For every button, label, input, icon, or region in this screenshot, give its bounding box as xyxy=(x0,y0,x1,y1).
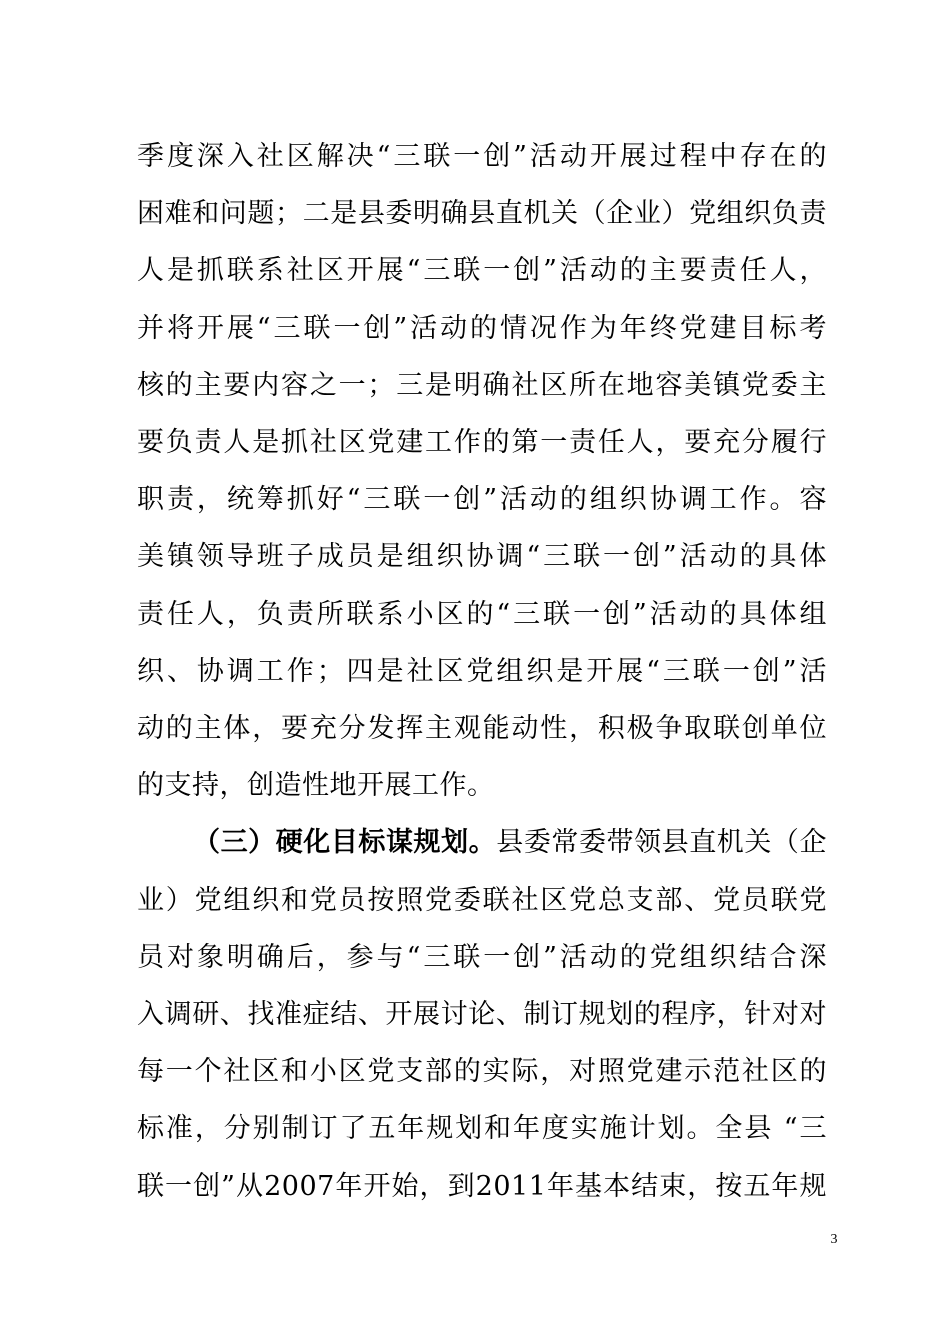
text-line: 困难和问题；二是县委明确县直机关（企业）党组织负责 xyxy=(137,198,827,230)
text-line: 责任人，负责所联系小区的“三联一创”活动的具体组 xyxy=(137,598,827,630)
text-line: 职责，统筹抓好“三联一创”活动的组织协调工作。容 xyxy=(137,484,827,516)
text-line: 业）党组织和党员按照党委联社区党总支部、党员联党 xyxy=(137,884,827,916)
page-number: 3 xyxy=(830,1232,838,1247)
text-line: 核的主要内容之一；三是明确社区所在地容美镇党委主 xyxy=(137,369,827,401)
text-line: 入调研、找准症结、开展讨论、制订规划的程序，针对对 xyxy=(137,999,827,1031)
heading-line-text: 县委常委带领县直机关（企 xyxy=(496,827,827,859)
paragraph-1 xyxy=(137,128,827,814)
text-line: 并将开展“三联一创”活动的情况作为年终党建目标考 xyxy=(137,312,827,344)
text-line-first xyxy=(137,814,827,871)
text-line: 联一创”从2007年开始，到2011年基本结束，按五年规 xyxy=(137,1170,827,1202)
text-line: 标准，分别制订了五年规划和年度实施计划。全县 “三 xyxy=(137,1113,827,1145)
text-line: 人是抓联系社区开展“三联一创”活动的主要责任人， xyxy=(137,255,827,287)
text-line: 的支持，创造性地开展工作。 xyxy=(137,770,495,802)
text-line: 美镇领导班子成员是组织协调“三联一创”活动的具体 xyxy=(137,541,827,573)
section-heading: （三）硬化目标谋规划。 xyxy=(193,827,497,859)
text-line: 动的主体，要充分发挥主观能动性，积极争取联创单位 xyxy=(137,713,827,745)
paragraph-2 xyxy=(137,814,827,1214)
text-line: 员对象明确后，参与“三联一创”活动的党组织结合深 xyxy=(137,941,827,973)
text-line: 织、协调工作；四是社区党组织是开展“三联一创”活 xyxy=(137,655,827,687)
text-line: 每一个社区和小区党支部的实际，对照党建示范社区的 xyxy=(137,1056,827,1088)
text-line: 要负责人是抓社区党建工作的第一责任人，要充分履行 xyxy=(137,427,827,459)
body-text xyxy=(137,128,827,1215)
text-line: 季度深入社区解决“三联一创”活动开展过程中存在的 xyxy=(137,141,827,172)
